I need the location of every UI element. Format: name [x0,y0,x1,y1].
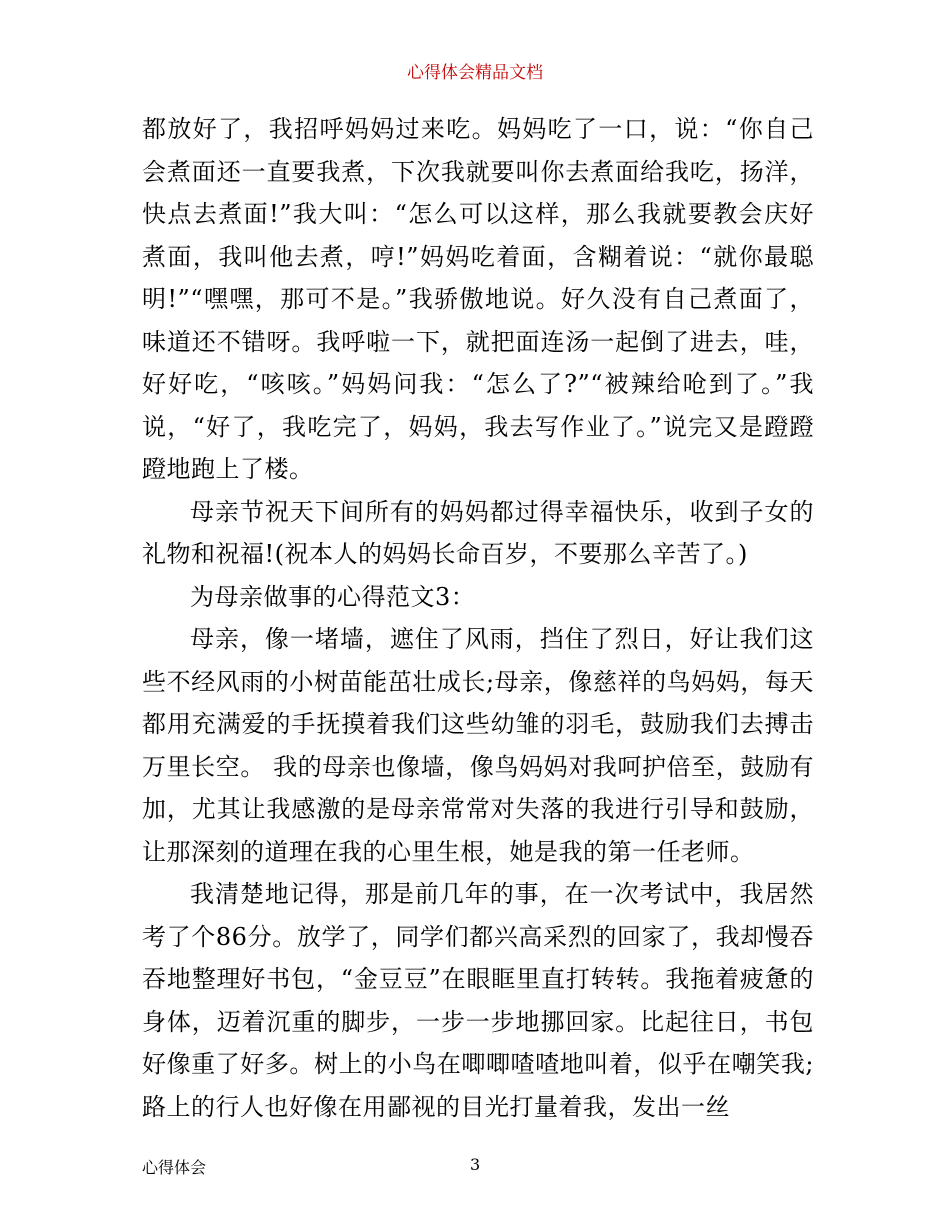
page-number: 3 [470,1155,481,1174]
document-header-title: 心得体会精品文档 [407,63,543,83]
footer-label: 心得体会 [142,1158,207,1177]
section-heading: 为母亲做事的心得范文3： [190,582,476,611]
paragraph-1: 都放好了，我招呼妈妈过来吃。妈妈吃了一口，说：“你自己会煮面还一直要我煮，下次我就要叫你去煮面给我吃，扬洋，快点去煮面!”我大叫：“怎么可以这样，那么我就要教会庆好煮面，我叫他去煮，哼!”妈妈吃着面，含糊着说：“就你最聪明!”“嘿嘿，那可不是。”我骄傲地说。好久没有自己煮面了，味道还不错呀。我呼啦一下，就把面连汤一起倒了进去，哇，好好吃，“咳咳。”妈妈问我：“怎么了?”“被辣给呛到了。”我说，“好了，我吃完了，妈妈，我去写作业了。”说完又是蹬蹬蹬地跑上了楼。 [142,115,814,483]
paragraph-3: 母亲，像一堵墙，遮住了风雨，挡住了烈日，好让我们这些不经风雨的小树苗能茁壮成长;母亲，像慈祥的鸟妈妈，每天都用充满爱的手抚摸着我们这些幼雏的羽毛，鼓励我们去搏击万里长空。 我的母亲也像墙，像鸟妈妈对我呵护倍至，鼓励有加，尤其让我感激的是母亲常常对失落的我进行引导和鼓励，让那深刻的道理在我的心里生根，她是我的第一任老师。 [142,625,814,866]
document-body [142,108,814,1128]
paragraph-2: 母亲节祝天下间所有的妈妈都过得幸福快乐，收到子女的礼物和祝福!(祝本人的妈妈长命百岁，不要那么辛苦了。) [142,497,814,568]
paragraph-4: 我清楚地记得，那是前几年的事，在一次考试中，我居然考了个86分。放学了，同学们都兴高采烈的回家了，我却慢吞吞地整理好书包，“金豆豆”在眼眶里直打转转。我拖着疲惫的身体，迈着沉重的脚步，一步一步地挪回家。比起往日，书包好像重了好多。树上的小鸟在唧唧喳喳地叫着，似乎在嘲笑我;路上的行人也好像在用鄙视的目光打量着我，发出一丝 [142,880,814,1121]
